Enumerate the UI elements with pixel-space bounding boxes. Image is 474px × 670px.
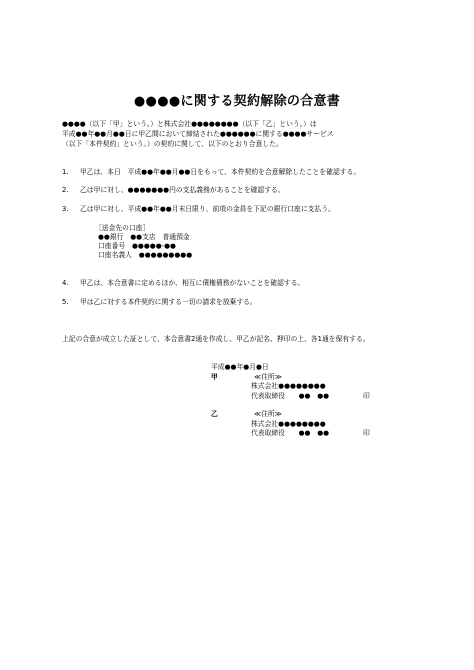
party-b-address: ≪住所≫	[254, 410, 282, 418]
party-a-seal: 印	[363, 392, 370, 400]
item-3-number: 3.	[62, 205, 69, 213]
bank-line-3: 口座名義人 ●●●●●●●●●	[98, 251, 193, 259]
item-4-text: 甲乙は、本合意書に定めるほか、相互に債権債務がないことを確認する。	[80, 279, 305, 287]
document-title: ●●●●に関する契約解除の合意書	[133, 94, 341, 109]
bank-line-1: ●●銀行 ●●支店 普通預金	[98, 233, 190, 241]
closing-statement: 上記の合意が成立した証として、本合意書2通を作成し、甲乙が記名、押印の上、各1通を保有する。	[62, 335, 370, 343]
party-a-address: ≪住所≫	[254, 373, 282, 381]
signature-date: 平成●●年●月●日	[211, 363, 269, 371]
bank-heading: ［送金先の口座］	[95, 224, 150, 232]
item-1-text: 甲乙は、本日 平成●●年●●月●●日をもって、本件契約を合意解除したことを確認する。	[80, 168, 361, 176]
item-5-text: 甲は乙に対する本件契約に関する一切の請求を放棄する。	[80, 298, 257, 306]
party-a-label: 甲	[211, 373, 218, 381]
intro-line-3: （以下「本件契約」という。）の契約に関して、以下のとおり合意した。	[62, 140, 283, 148]
bank-line-2: 口座番号 ●●●●●-●●	[98, 242, 176, 250]
party-b-label: 乙	[211, 410, 218, 418]
item-1-number: 1.	[62, 168, 69, 176]
party-a-company: 株式会社●●●●●●●●	[251, 382, 326, 390]
party-b-representative: 代表取締役 ●● ●●	[251, 429, 330, 437]
item-4-number: 4.	[62, 279, 69, 287]
intro-line-2: 平成●●年●●月●●日に甲乙間において締結された●●●●●●に関する●●●●サービス	[62, 130, 334, 138]
party-a-representative: 代表取締役 ●● ●●	[251, 392, 330, 400]
item-3-text: 乙は甲に対し、平成●●年●●月末日限り、前項の金員を下記の銀行口座に支払う。	[80, 205, 335, 213]
party-b-company: 株式会社●●●●●●●●	[251, 420, 326, 428]
item-2-number: 2.	[62, 186, 69, 194]
party-b-seal: 印	[363, 429, 370, 437]
intro-line-1: ●●●●（以下「甲」という。）と株式会社●●●●●●●●（以下「乙」という。）は	[62, 120, 317, 128]
item-5-number: 5.	[62, 298, 69, 306]
item-2-text: 乙は甲に対し、●●●●●●●円の支払義務があることを確認する。	[80, 186, 285, 194]
